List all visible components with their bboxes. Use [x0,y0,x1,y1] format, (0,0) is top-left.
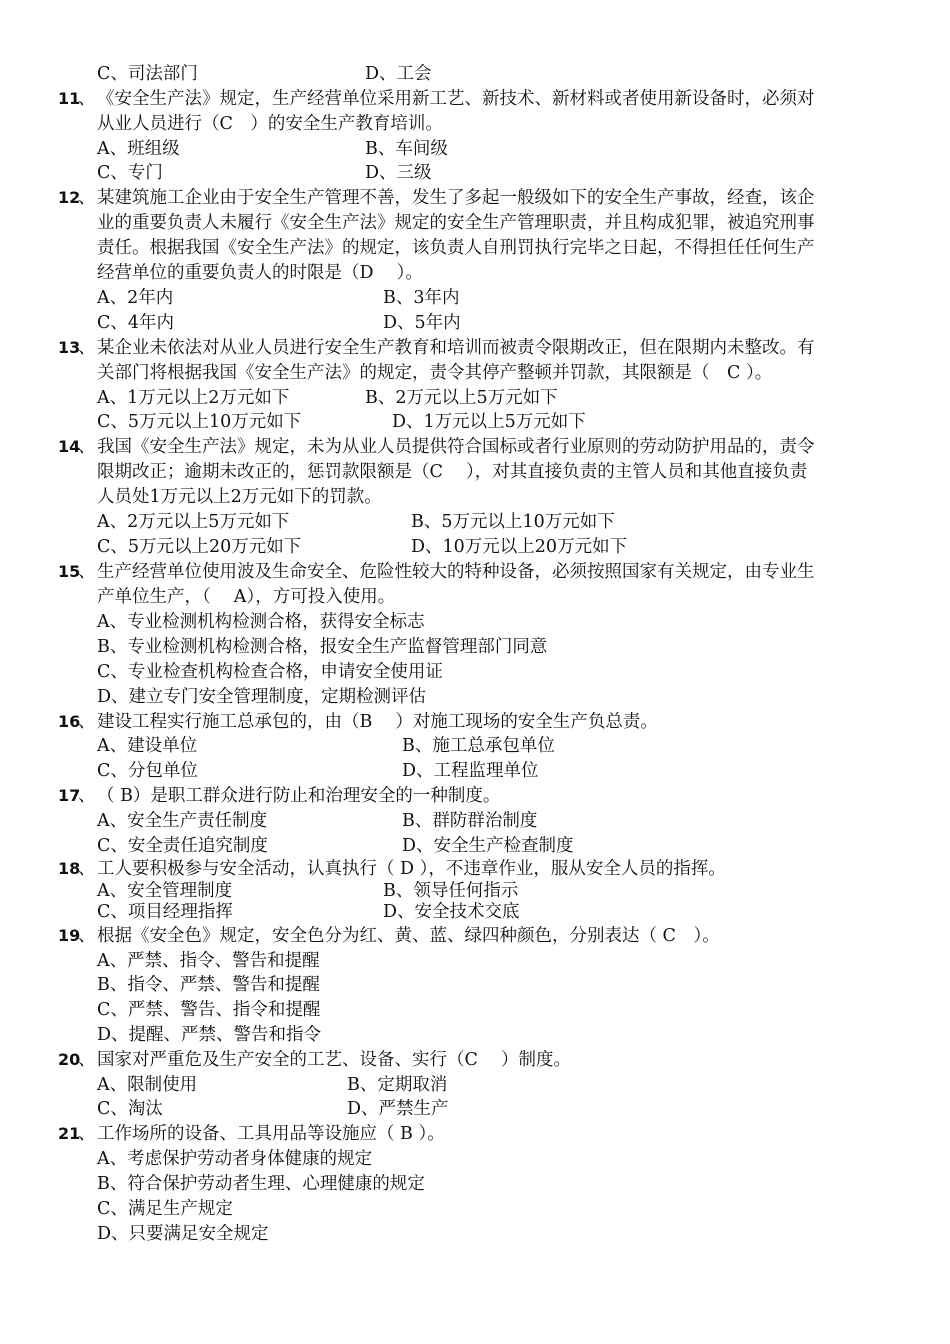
option-c: C、满足生产规定 [97,1199,233,1219]
option-a: A、安全管理制度 [97,881,233,901]
question-text: 国家对严重危及生产安全的工艺、设备、实行（C ）制度。 [97,1050,571,1070]
option-b: B、施工总承包单位 [402,736,555,756]
question-number: 20 [58,1050,81,1069]
option-a: A、班组级 [97,139,180,159]
question-number: 18 [58,859,81,878]
question-number: 17 [58,786,81,805]
question-text: 关部门将根据我国《安全生产法》的规定，责令其停产整顿并罚款，其限额是（ C ）。 [97,363,773,383]
question-sep: 、 [78,926,96,946]
question-sep: 、 [78,786,96,806]
question-number: 14 [58,437,81,456]
question-text: 某建筑施工企业由于安全生产管理不善，发生了多起一般级如下的安全生产事故，经查，该企 [97,188,815,208]
question-text: 工作场所的设备、工具用品等设施应（ B ）。 [97,1124,445,1144]
question-sep: 、 [78,1124,96,1144]
option-c: C、淘汰 [97,1099,163,1119]
question-text: 我国《安全生产法》规定，未为从业人员提供符合国标或者行业原则的劳动防护用品的，责令 [97,437,815,457]
option-b: B、5万元以上10万元如下 [411,512,615,532]
question-sep: 、 [78,89,96,109]
question-text: （ B）是职工群众进行防止和治理安全的一种制度。 [97,786,501,806]
option-c: C、5万元以上10万元如下 [97,412,302,432]
option-c: C、专门 [97,163,163,183]
option-d: D、10万元以上20万元如下 [411,537,628,557]
question-number: 12 [58,188,81,207]
option-d: D、5年内 [383,313,461,333]
option-a: A、严禁、指令、警告和提醒 [97,951,320,971]
option-b: B、群防群治制度 [402,811,538,831]
option-d: D、工程监理单位 [402,761,539,781]
option-b: B、专业检测机构检测合格，报安全生产监督管理部门同意 [97,637,548,657]
option-a: A、专业检测机构检测合格，获得安全标志 [97,612,425,632]
question-sep: 、 [78,712,96,732]
question-number: 16 [58,712,81,731]
option-d: D、提醒、严禁、警告和指令 [97,1025,322,1045]
question-sep: 、 [78,562,96,582]
option-c: C、5万元以上20万元如下 [97,537,302,557]
question-text: 生产经营单位使用波及生命安全、危险性较大的特种设备，必须按照国家有关规定，由专业生 [97,562,815,582]
option-b: B、2万元以上5万元如下 [365,388,558,408]
question-text: 工人要积极参与安全活动，认真执行（ D ），不违章作业，服从安全人员的指挥。 [97,859,726,879]
option-d: D、1万元以上5万元如下 [392,412,586,432]
question-text: 《安全生产法》规定，生产经营单位采用新工艺、新技术、新材料或者使用新设备时，必须对 [97,89,815,109]
option-c: C、安全责任追究制度 [97,836,268,856]
question-text: 责任。根据我国《安全生产法》的规定，该负责人自刑罚执行完毕之日起，不得担任任何生产 [97,238,815,258]
option-c: C、项目经理指挥 [97,902,233,922]
option-d: D、三级 [365,163,432,183]
question-sep: 、 [78,188,96,208]
option-b: B、定期取消 [347,1075,448,1095]
question-number: 15 [58,562,81,581]
option-b: B、3年内 [383,288,460,308]
question-number: 21 [58,1124,81,1143]
option-a: A、建设单位 [97,736,198,756]
option-b: B、符合保护劳动者生理、心理健康的规定 [97,1174,425,1194]
option-d: D、安全生产检查制度 [402,836,574,856]
question-text: 建设工程实行施工总承包的，由（B ）对施工现场的安全生产负总责。 [97,712,658,732]
option-a: A、2万元以上5万元如下 [97,512,290,532]
option-d: D、工会 [365,64,432,84]
option-c: C、严禁、警告、指令和提醒 [97,1000,321,1020]
question-number: 11 [58,89,81,108]
question-text: 人员处1万元以上2万元如下的罚款。 [97,487,382,507]
question-text: 从业人员进行（C ）的安全生产教育培训。 [97,114,443,134]
option-d: D、建立专门安全管理制度，定期检测评估 [97,687,427,707]
option-a: A、2年内 [97,288,174,308]
question-text: 产单位生产，（ A），方可投入使用。 [97,587,396,607]
question-number: 19 [58,926,81,945]
option-d: D、只要满足安全规定 [97,1224,269,1244]
question-text: 业的重要负责人未履行《安全生产法》规定的安全生产管理职责，并且构成犯罪，被追究刑事 [97,213,815,233]
option-b: B、指令、严禁、警告和提醒 [97,975,320,995]
question-text: 经营单位的重要负责人的时限是（D ）。 [97,263,423,283]
question-text: 限期改正；逾期未改正的，惩罚款限额是（C ），对其直接负责的主管人员和其他直接负责 [97,462,808,482]
option-b: B、车间级 [365,139,448,159]
question-sep: 、 [78,859,96,879]
question-number: 13 [58,338,81,357]
option-c: C、分包单位 [97,761,198,781]
option-d: D、安全技术交底 [383,902,520,922]
question-sep: 、 [78,338,96,358]
option-c: C、4年内 [97,313,175,333]
option-a: A、考虑保护劳动者身体健康的规定 [97,1149,373,1169]
question-sep: 、 [78,437,96,457]
option-b: B、领导任何指示 [383,881,519,901]
question-sep: 、 [78,1050,96,1070]
option-c: C、专业检查机构检查合格，申请安全使用证 [97,662,443,682]
question-text: 根据《安全色》规定，安全色分为红、黄、蓝、绿四种颜色，分别表达（ C ）。 [97,926,720,946]
option-a: A、1万元以上2万元如下 [97,388,290,408]
question-text: 某企业未依法对从业人员进行安全生产教育和培训而被责令限期改正，但在限期内未整改。有 [97,338,815,358]
option-d: D、严禁生产 [347,1099,449,1119]
option-a: A、限制使用 [97,1075,198,1095]
option-c: C、司法部门 [97,64,198,84]
option-a: A、安全生产责任制度 [97,811,268,831]
